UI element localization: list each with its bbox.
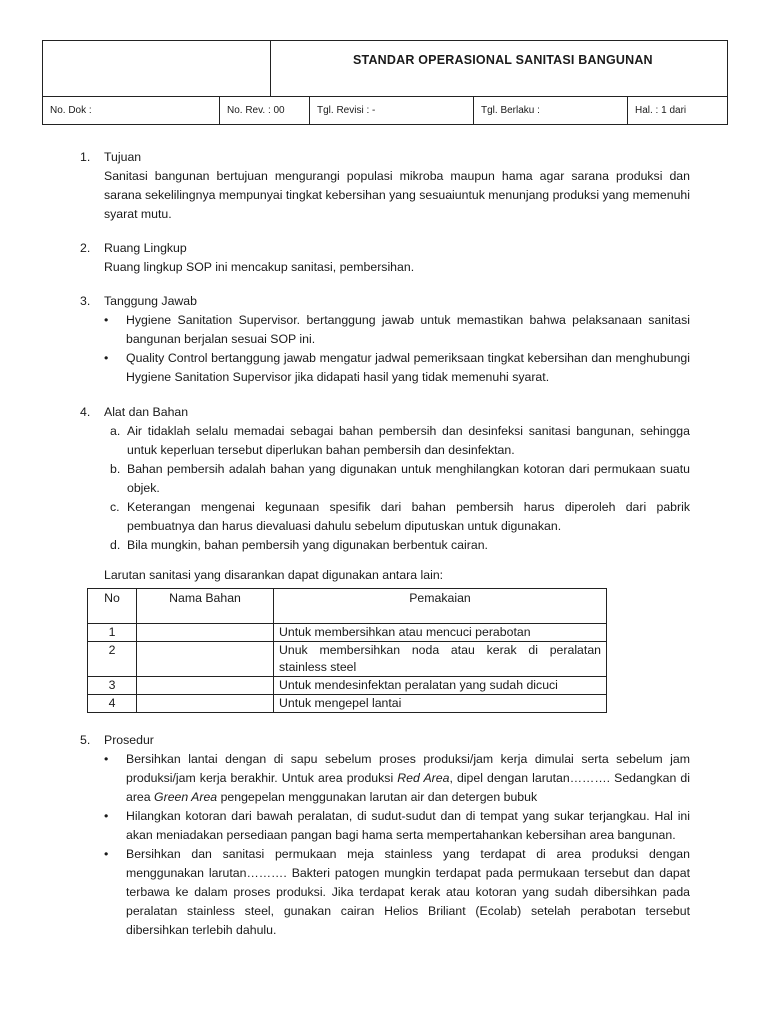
list-item-text: Bila mungkin, bahan pembersih yang digunakan berbentuk cairan. [127,538,488,552]
header-top-row [43,41,727,97]
list-item [110,422,690,460]
no-dok-field: No. Dok : [43,97,220,124]
table-header-row [88,589,607,624]
table-intro: Larutan sanitasi yang disarankan dapat digunakan antara lain: [104,568,444,582]
header-meta-row [43,97,727,124]
list-marker: b. [110,462,121,476]
list-marker: d. [110,538,121,552]
list-item [110,536,690,555]
green-area-term: Green Area [154,790,218,804]
cell-nama-bahan [137,642,274,677]
list-item [104,311,690,349]
cell-pemakaian: Unuk membersihkan noda atau kerak di peralatan stainless steel [274,642,607,677]
section-heading [80,403,690,422]
list-item-text: Air tidaklah selalu memadai sebagai bahan pembersih dan desinfeksi sanitasi bangunan, sehingga untuk keperluan tersebut diperlukan bahan pembersih dan desinfektan. [127,424,690,457]
cell-pemakaian: Untuk mengepel lantai [274,695,607,713]
document-header-table [42,40,728,125]
column-header-nama-bahan: Nama Bahan [137,589,274,624]
cell-no: 2 [88,642,137,677]
section-paragraph: Sanitasi bangunan bertujuan mengurangi populasi mikroba maupun hama agar sarana produksi dan sarana sekelilingnya mempunyai tingkat kebersihan yang sesuaiuntuk menunjang produksi yang memenuhi syarat mutu. [104,169,690,221]
cell-pemakaian: Untuk membersihkan atau mencuci perabotan [274,624,607,642]
section-ruang-lingkup [80,239,690,277]
larutan-sanitasi-table [87,588,607,713]
bullet-icon: • [104,752,109,766]
section-number: 3. [80,294,91,308]
table-row [88,695,607,713]
list-item [104,845,690,940]
section-heading [80,148,690,167]
cell-pemakaian: Untuk mendesinfektan peralatan yang sudah dicuci [274,677,607,695]
halaman-field: Hal. : 1 dari [635,105,687,116]
section-number: 1. [80,150,91,164]
bullet-icon: • [104,847,109,861]
section-heading [80,292,690,311]
list-item-text-part: , dipel dengan larutan………. Sedangkan di area [126,771,690,804]
section-number: 2. [80,241,91,255]
logo-cell [43,41,271,96]
section-title: Tanggung Jawab [104,294,197,308]
document-title: STANDAR OPERASIONAL SANITASI BANGUNAN [353,53,653,67]
list-item [110,498,690,536]
section-alat-dan-bahan [80,403,690,555]
bullet-list [80,311,690,387]
cell-no: 3 [88,677,137,695]
section-paragraph: Ruang lingkup SOP ini mencakup sanitasi, pembersihan. [104,260,415,274]
list-item-text: Bahan pembersih adalah bahan yang digunakan untuk menghilangkan kotoran dari permukaan suatu objek. [127,462,690,495]
list-item-text-part: pengepelan menggunakan larutan air dan detergen bubuk [217,790,538,804]
section-tanggung-jawab [80,292,690,387]
list-item-text: Hygiene Sanitation Supervisor. bertanggung jawab untuk memastikan bahwa pelaksanaan sanitasi bangunan berjalan sesuai SOP ini. [126,313,690,346]
bullet-icon: • [104,809,109,823]
section-number: 4. [80,405,91,419]
section-title: Tujuan [104,150,142,164]
list-item [104,807,690,845]
column-header-no: No [88,589,137,624]
cell-nama-bahan [137,677,274,695]
section-number: 5. [80,733,91,747]
cell-no: 4 [88,695,137,713]
table-row [88,642,607,677]
list-item [104,349,690,387]
list-item [110,460,690,498]
lettered-list [80,422,690,555]
section-heading [80,731,690,750]
tgl-berlaku-field: Tgl. Berlaku : [474,97,628,124]
cell-nama-bahan [137,624,274,642]
cell-no: 1 [88,624,137,642]
table-row [88,677,607,695]
column-header-pemakaian: Pemakaian [274,589,607,624]
section-heading [80,239,690,258]
section-title: Prosedur [104,733,154,747]
section-title: Ruang Lingkup [104,241,187,255]
list-marker: a. [110,424,121,438]
list-item-text: Hilangkan kotoran dari bawah peralatan, di sudut-sudut dan di tempat yang sukar terjangkau. Hal ini akan meniadakan persediaan pangan bagi hama serta mempertahankan kebersihan area bangunan. [126,809,690,842]
list-marker: c. [110,500,120,514]
table-row [88,624,607,642]
red-area-term: Red Area [397,771,450,785]
bullet-icon: • [104,313,109,327]
list-item-text-part: Bersihkan lantai dengan di sapu sebelum proses produksi/jam kerja dimulai serta sebelum jam produksi/jam kerja berakhir. Untuk area produksi [126,752,690,785]
section-title: Alat dan Bahan [104,405,189,419]
no-rev-field: No. Rev. : 00 [220,97,310,124]
bullet-list [80,750,690,940]
list-item-text: Bersihkan dan sanitasi permukaan meja stainless yang terdapat di area produksi dengan menggunakan larutan………. Bakteri patogen mungkin terdapat pada permukaan tersebut dan dapat terbawa ke dalam proses produksi. Jika terdapat kerak atau kotoran yang sudah dibersihkan pada peralatan stainless steel, gunakan cairan Helios Briliant (Ecolab) setelah perabotan tersebut dibersihkan terlebih dahulu. [126,847,690,937]
list-item-text: Quality Control bertanggung jawab mengatur jadwal pemeriksaan tingkat kebersihan dan menghubungi Hygiene Sanitation Supervisor jika didapati hasil yang tidak memenuhi syarat. [126,351,690,384]
section-tujuan [80,148,690,224]
bullet-icon: • [104,351,109,365]
section-prosedur [80,731,690,940]
list-item-text: Keterangan mengenai kegunaan spesifik dari bahan pembersih harus diperoleh dari pabrik pembuatnya dan harus dievaluasi dahulu sebelum diputuskan untuk digunakan. [127,500,690,533]
tgl-revisi-field: Tgl. Revisi : - [310,97,474,124]
list-item [104,750,690,807]
cell-nama-bahan [137,695,274,713]
